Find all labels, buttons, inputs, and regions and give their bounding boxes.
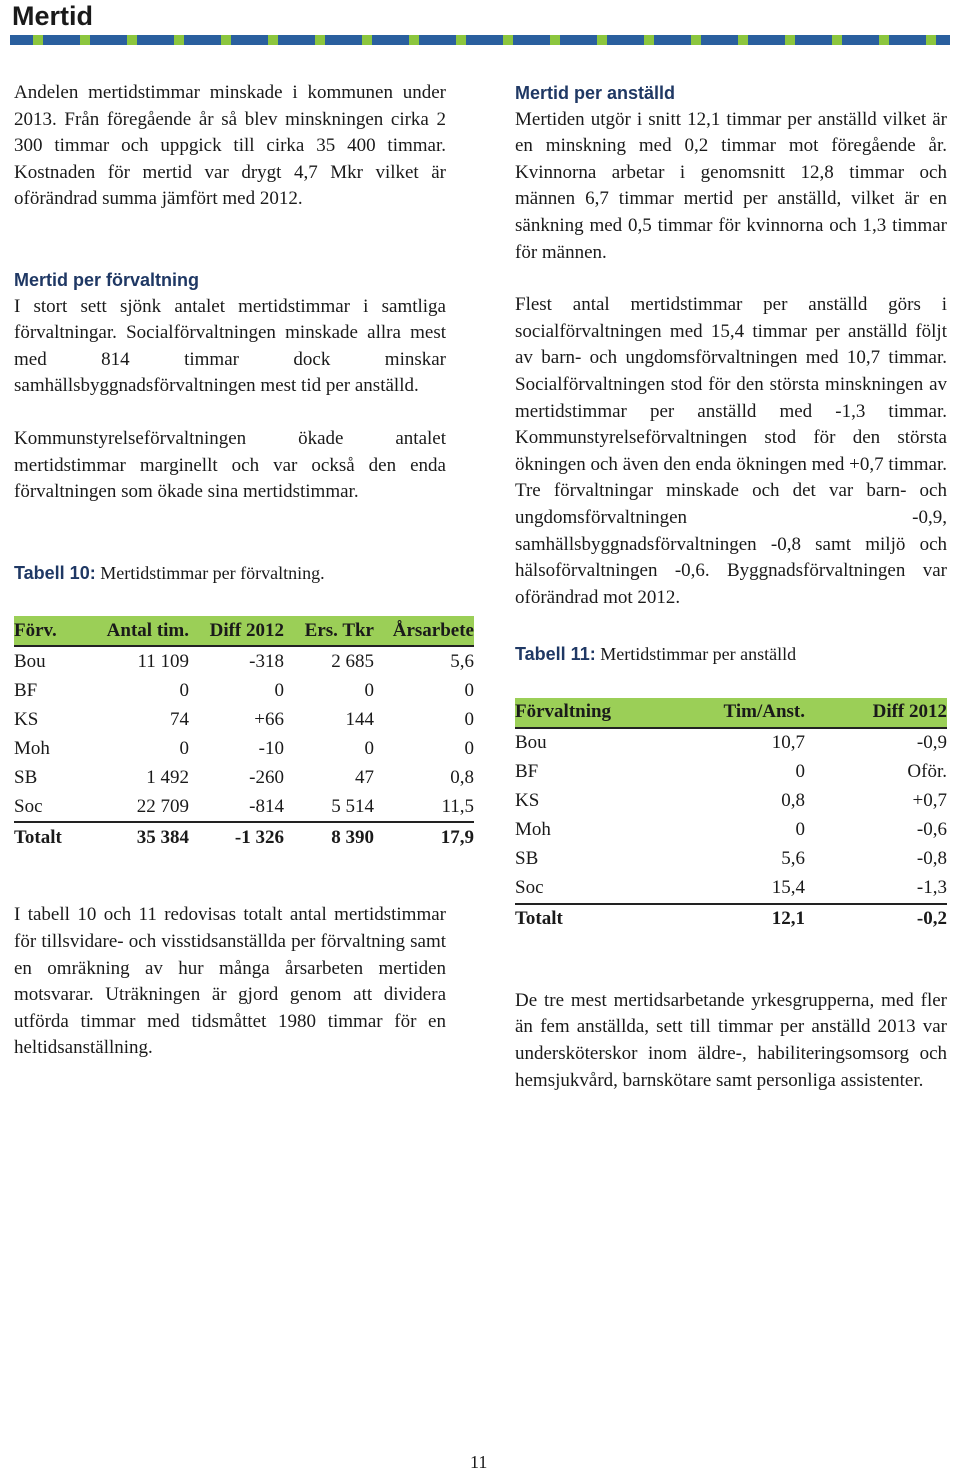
table-cell: 15,4	[771, 877, 805, 899]
table10-header-row	[14, 616, 474, 646]
table-cell: 11,5	[441, 795, 474, 817]
table-cell: 10,7	[771, 732, 805, 754]
table-cell: -10	[258, 737, 284, 759]
forvaltning-paragraph-1: I stort sett sjönk antalet mertidstimmar i samtliga förvaltningar. Socialförvaltningen minskade allra mest med 814 timmar dock minskar samhällsbyggnadsförvaltningen mest tid per anställd.	[14, 295, 446, 397]
table-cell: 47	[355, 766, 374, 788]
table-cell: 8 390	[284, 822, 374, 852]
anstalld-paragraph-2: Flest antal mertidstimmar per anställd görs i socialförvaltningen med 15,4 timmar per anställd följt av barn- och ungdomsförvaltningen med 10,7 timmar. Socialförvaltningen stod för den största minskningen av mertidstimmar per anställd med -1,3 timmar. Kommunstyrelseförvaltningen stod för den största ökningen och även den enda ökningen med +0,7 timmar. Tre förvaltningar minskade och det var barn- och ungdomsförvaltningen -0,9, samhällsbyggnadsförvaltningen -0,8 samt miljö och hälsoförvaltningen -0,6. Byggnadsförvaltningen var oförändrad mot 2012.	[515, 294, 947, 608]
intro-paragraph: Andelen mertidstimmar minskade i kommunen under 2013. Från föregående år så blev minskningen cirka 2 300 timmar och uppgick till cirka 35 400 timmar. Kostnaden för mertid var drygt 4,7 Mkr vilket är oförändrad summa jämfört med 2012.	[14, 82, 446, 210]
table-cell: KS	[515, 790, 540, 812]
table-10	[14, 616, 474, 852]
table-cell: BF	[515, 761, 539, 783]
table-row	[14, 646, 474, 676]
table-cell: 5,6	[450, 650, 474, 672]
table11-caption-text: Mertidstimmar per anställd	[600, 644, 797, 665]
table-cell: -1,3	[916, 877, 947, 899]
table11-header: Förvaltning	[515, 698, 675, 728]
table-cell: -1 326	[189, 822, 284, 852]
table-cell: Soc	[515, 877, 544, 899]
anstalld-paragraph-1: Mertiden utgör i snitt 12,1 timmar per anställd vilket är en minskning med 0,2 timmar mot föregående år. Kvinnorna arbetar i genomsnitt 12,8 timmar och männen 6,7 timmar mertid per anställd, vilket är en sänkning med 0,5 timmar för kvinnorna och 1,3 timmar för männen.	[515, 108, 947, 263]
page-title: Mertid	[12, 1, 93, 31]
table10-header: Ers. Tkr	[284, 616, 374, 646]
explanation-paragraph: I tabell 10 och 11 redovisas totalt antal mertidstimmar för tillsvidare- och visstidsanställda per förvaltning samt en omräkning av hur många årsarbeten mertiden motsvarar. Uträkningen är gjord genom att dividera utförda timmar med tidsmåttet 1980 timmar för en heltidsanställning.	[14, 904, 446, 1059]
table-cell: -0,6	[916, 819, 947, 841]
table-cell: 74	[170, 708, 189, 730]
table-cell: Moh	[14, 737, 50, 759]
table-cell: -0,8	[916, 848, 947, 870]
table-cell: SB	[515, 848, 539, 870]
table-row	[14, 763, 474, 792]
table-cell: 0	[464, 679, 474, 701]
table-cell: 5 514	[331, 795, 374, 817]
table-cell: +66	[254, 708, 284, 730]
table10-header: Diff 2012	[189, 616, 284, 646]
table10-header: Antal tim.	[84, 616, 189, 646]
table11-header-row	[515, 698, 947, 728]
table-cell: 1 492	[146, 766, 189, 788]
table-cell: Oför.	[907, 761, 947, 783]
table-cell: Bou	[515, 732, 547, 754]
table10-caption	[14, 560, 446, 587]
table-cell: 2 685	[331, 650, 374, 672]
table-cell: Soc	[14, 795, 43, 817]
table10-caption-text: Mertidstimmar per förvaltning.	[100, 562, 325, 583]
table11-caption-label: Tabell 11:	[515, 644, 596, 665]
table-cell: -0,2	[805, 904, 947, 934]
table10-header: Förv.	[14, 616, 84, 646]
table-row	[515, 758, 947, 787]
table-row	[515, 845, 947, 874]
section-heading-per-forvaltning: Mertid per förvaltning	[14, 269, 200, 290]
table-cell: 0	[464, 737, 474, 759]
table-row	[14, 676, 474, 705]
table-cell: 12,1	[675, 904, 805, 934]
table-11	[515, 698, 947, 934]
table-total-row	[515, 904, 947, 934]
table-total-row	[14, 822, 474, 852]
table-cell: 0	[464, 708, 474, 730]
table-row	[14, 734, 474, 763]
table11-header: Diff 2012	[805, 698, 947, 728]
table-cell: -814	[249, 795, 284, 817]
table-cell: SB	[14, 766, 38, 788]
table11-caption	[515, 641, 947, 668]
table-cell: -0,9	[916, 732, 947, 754]
table-cell: 0	[795, 761, 805, 783]
table-cell: Totalt	[14, 822, 84, 852]
table-cell: 5,6	[781, 848, 805, 870]
forvaltning-paragraph-2: Kommunstyrelseförvaltningen ökade antalet mertidstimmar marginellt och var också den enda förvaltningen som ökade sina mertidstimmar.	[14, 427, 446, 503]
table-cell: 0,8	[450, 766, 474, 788]
table-row	[515, 816, 947, 845]
table-cell: Totalt	[515, 904, 675, 934]
table10-caption-label: Tabell 10:	[14, 562, 96, 583]
table-row	[515, 787, 947, 816]
table-cell: BF	[14, 679, 38, 701]
table-row	[515, 728, 947, 758]
table-cell: -318	[249, 650, 284, 672]
table-cell: 144	[345, 708, 374, 730]
table10-header: Årsarbete	[374, 616, 474, 646]
table-row	[14, 792, 474, 822]
table-cell: 0	[274, 679, 284, 701]
table-cell: 22 709	[136, 795, 189, 817]
table-cell: 17,9	[374, 822, 474, 852]
right-column	[515, 80, 947, 1094]
table-row	[14, 705, 474, 734]
table-cell: 11 109	[137, 650, 189, 672]
table-cell: 0	[179, 737, 189, 759]
table-cell: +0,7	[912, 790, 947, 812]
table-cell: Bou	[14, 650, 46, 672]
yrkesgrupper-paragraph: De tre mest mertidsarbetande yrkesgrupperna, med fler än fem anställda, sett till timmar per anställd 2013 var undersköterskor inom äldre-, habiliteringsomsorg och hemsjukvård, barnskötare samt personliga assistenter.	[515, 989, 947, 1091]
table-cell: 0,8	[781, 790, 805, 812]
table-row	[515, 874, 947, 904]
table-cell: Moh	[515, 819, 551, 841]
section-heading-per-anstalld: Mertid per anställd	[515, 83, 676, 103]
left-column	[14, 80, 474, 1062]
title-decoration-band	[10, 35, 950, 45]
table-cell: 35 384	[84, 822, 189, 852]
table-cell: -260	[249, 766, 284, 788]
table11-header: Tim/Anst.	[675, 698, 805, 728]
page-number: 11	[470, 1452, 488, 1472]
table-cell: 0	[795, 819, 805, 841]
table-cell: KS	[14, 708, 39, 730]
table-cell: 0	[364, 679, 374, 701]
table-cell: 0	[179, 679, 189, 701]
table-cell: 0	[364, 737, 374, 759]
